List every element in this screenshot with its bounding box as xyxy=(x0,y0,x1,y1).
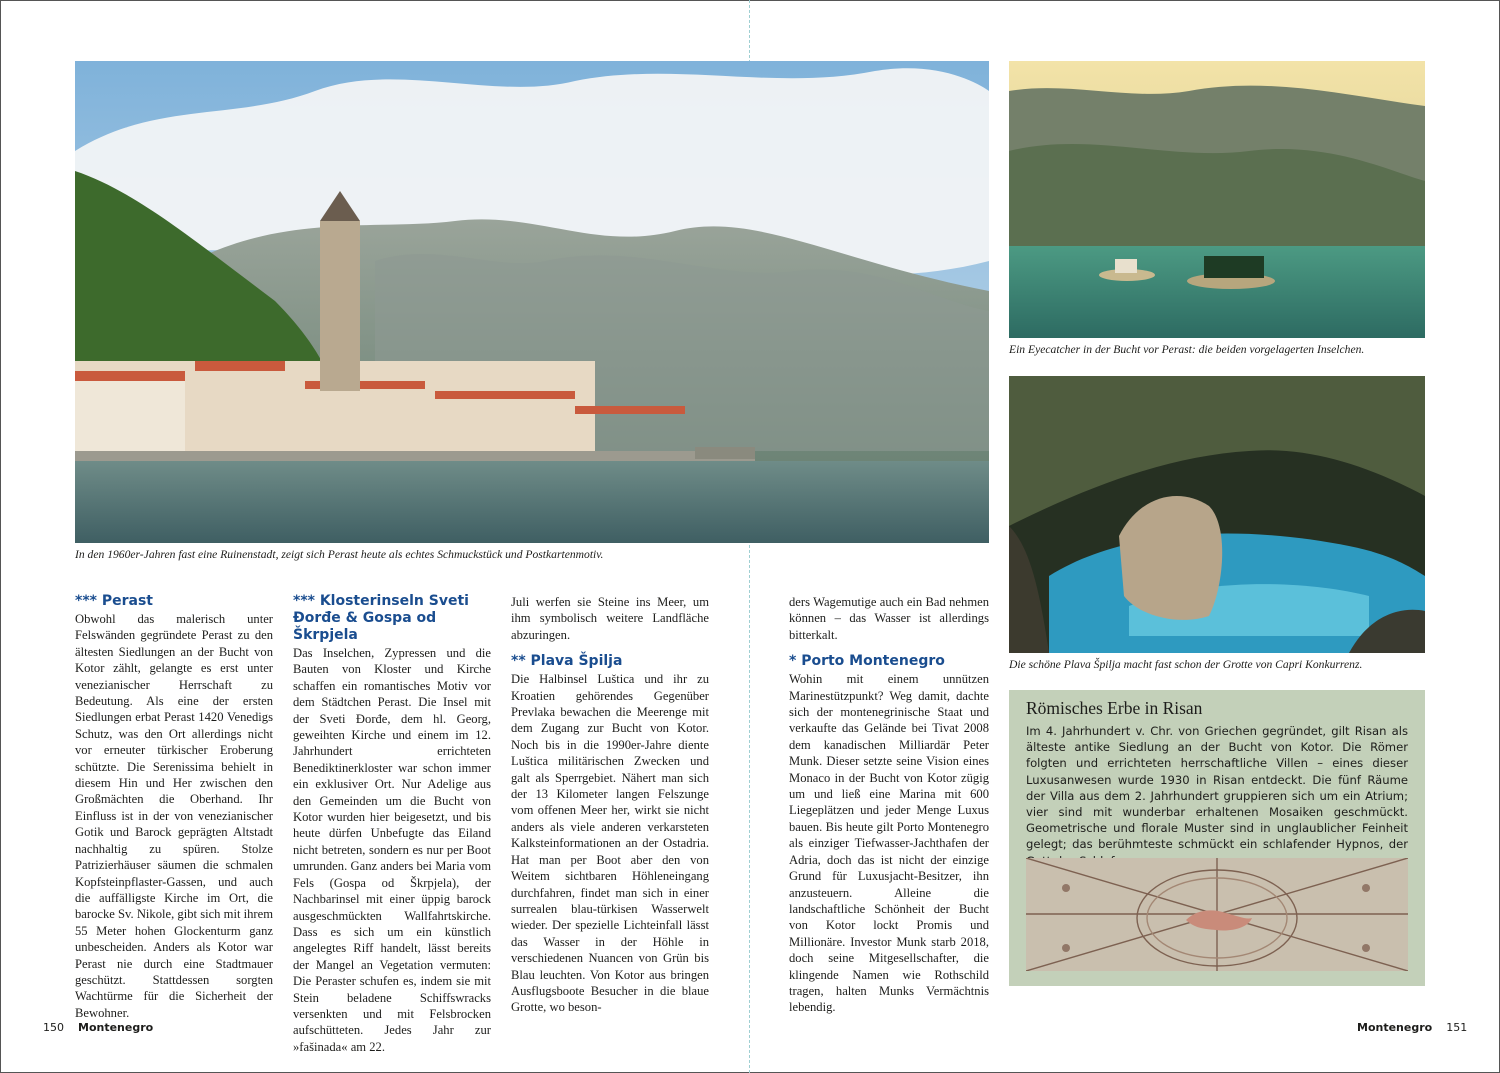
folio-right xyxy=(1357,1021,1467,1034)
section-heading-perast: *** Perast xyxy=(75,593,153,609)
section-text-plava-spilja: Die Halbinsel Luštica und ihr zu Kroatien gehörendes Gegenüber Prevlaka bewachen die Meerenge mit dem Zugang zur Bucht von Kotor. Noch bis in die 1990er-Jahre diente Luštica militärischen Zwecken und galt als Sperrgebiet. Nähert man sich der 13 Kilometer langen Felszunge vom offenen Meer her, wirkt sie nicht anders als viele anderen verkarsteten Kalksteinformationen an der Ostadria. Hat man per Boot aber den von Weitem sichtbaren Höhleneingang durchfahren, findet man sich in einer surrealen blau-türkisen Wasserwelt wieder. Der spezielle Lichteinfall lässt das Wasser in der Höhle in verschiedenen Nuancen von Grün bis Blau leuchten. Von Kotor aus bringen Ausflugsboote Besucher in die blaue Grotte, wo beson- xyxy=(511,672,709,1015)
running-head-left: Montenegro xyxy=(78,1021,154,1034)
section-text-klosterinseln-continued: Juli werfen sie Steine ins Meer, um ihm symbolisch weitere Landfläche abzuringen. xyxy=(511,595,709,642)
section-text-plava-spilja-continued: ders Wagemutige auch ein Bad nehmen können – das Wasser ist allerdings bitterkalt. xyxy=(789,595,989,642)
section-heading-klosterinseln: *** Klosterinseln Sveti Đorđe & Gospa od Škrpjela xyxy=(293,593,469,643)
mosaic-photo xyxy=(1026,858,1408,971)
column-plava-spilja xyxy=(511,594,709,1016)
column-klosterinseln xyxy=(293,593,491,1055)
page-number-right: 151 xyxy=(1446,1021,1468,1034)
page-number-left: 150 xyxy=(43,1021,64,1034)
running-head-right: Montenegro xyxy=(1357,1021,1433,1034)
column-perast xyxy=(75,593,273,1021)
cave-photo-caption: Die schöne Plava Špilja macht fast schon der Grotte von Capri Konkurrenz. xyxy=(1009,658,1363,671)
infobox-roman-heritage xyxy=(1009,690,1425,986)
section-text-porto-montenegro: Wohin mit einem unnützen Marinestützpunkt? Weg damit, dachte sich der montenegrinische Staat und verkaufte das Gelände bei Tivat 2008 dem kanadischen Milliardär Peter Munk. Dieser setzte seine Vision eines Monaco in der Bucht von Kotor zügig um und ließ eine Marina mit 600 Liegeplätzen und jeder Menge Luxus bauen. Bis heute gilt Porto Montenegro als einziger Tiefwasser-Jachthafen der Adria, doch das ist nicht der einzige Grund für Luxusjacht-Besitzer, ihn anzusteuern. Alleine die landschaftliche Schönheit der Bucht von Kotor lockt Promis und Millionäre. Investor Munk starb 2018, doch seine Mitgesellschafter, die klingende Namen wie Rothschild tragen, halten Munks Vermächtnis lebendig. xyxy=(789,672,989,1015)
folio-left xyxy=(43,1021,153,1034)
infobox-text: Im 4. Jahrhundert v. Chr. von Griechen gegründet, gilt Risan als älteste antike Siedlung an der Bucht von Kotor. Die Römer folgten und errichteten herrschaftliche Villen – eines dieser Luxusanwesen wurde 1930 in Risan entdeckt. Die fünf Räume der Villa aus dem 2. Jahrhundert gruppieren sich um ein Atrium; vier sind mit wunderbar erhaltenen Mosaiken geschmückt. Geometrische und florale Muster sind in unglaublicher Feinheit gelegt; das berühmteste schmückt ein schlafender Hypnos, der xyxy=(1026,724,1408,852)
section-heading-plava-spilja: ** Plava Špilja xyxy=(511,653,623,670)
islands-photo-caption: Ein Eyecatcher in der Bucht vor Perast: die beiden vorgelagerten Inselchen. xyxy=(1009,343,1365,356)
section-heading-porto-montenegro: * Porto Montenegro xyxy=(789,653,945,670)
cave-photo xyxy=(1009,376,1425,653)
section-text-klosterinseln: Das Inselchen, Zypressen und die Bauten von Kloster und Kirche schaffen ein romantisches Motiv vor dem Städtchen Perast. Die Insel mit der Sveti Đorđe, dem hl. Georg, geweihten Kirche und einem im 12. Jahrhundert errichteten Benediktinerkloster war schon immer ein exklusiver Ort. Nur Adelige aus den Gemeinden um die Bucht von Kotor wurden hier beigesetzt, und bis heute dürfen Unbefugte das Eiland nicht betreten, sondern es nur per Boot umrunden. Ganz anders bei Maria vom Fels (Gospa od Škrpjela), der Nachbarinsel mit einer üppig barock ausgeschmückten Wallfahrtskirche. Dass es sich um ein künstlich angelegtes Riff handelt, lässt bereits der Mangel an Vegetation vermuten: Die Peraster schufen es, indem sie mit Stein beladene Schiffswracks versenkten und mit Felsbrocken aufschütteten. Jedes Jahr zur »fašinada« am 22. xyxy=(293,646,491,1054)
column-porto-montenegro xyxy=(789,594,989,1016)
islands-photo xyxy=(1009,61,1425,338)
infobox-title: Römisches Erbe in Risan xyxy=(1026,698,1203,718)
perast-photo xyxy=(75,61,989,543)
section-text-perast: Obwohl das malerisch unter Felswänden gegründete Perast zu den ältesten Siedlungen an der Bucht von Kotor zählt, gelangte es erst unter venezianischer Herrschaft zu Bedeutung. Als eine der ersten Siedlungen erbat Perast 1420 Venedigs Schutz, was den Ort allerdings nicht vor erneuter türkischer Eroberung schützte. Die Serenissima behielt in diesem Hin und Her zwischen den Großmächten die Oberhand. Ihr Einfluss ist in der von venezianischer Gotik und Barock geprägten Altstadt nachhaltig zu spüren. Stolze Patrizierhäuser säumen die schmalen Kopfsteinpflaster-Gassen, und auch die auffälligste Kirche im Ort, die barocke Sv. Nikole, gibt sich mit ihrem 55 Meter hohen Glockenturm ganz unbescheiden. Anders als Kotor war Perast nie durch eine Stadtmauer geschützt. Stattdessen sorgten Wachtürme für die Sicherheit der Bewohner. xyxy=(75,612,273,1020)
perast-photo-caption: In den 1960er-Jahren fast eine Ruinenstadt, zeigt sich Perast heute als echtes Schmuckstück und Postkartenmotiv. xyxy=(75,548,604,561)
